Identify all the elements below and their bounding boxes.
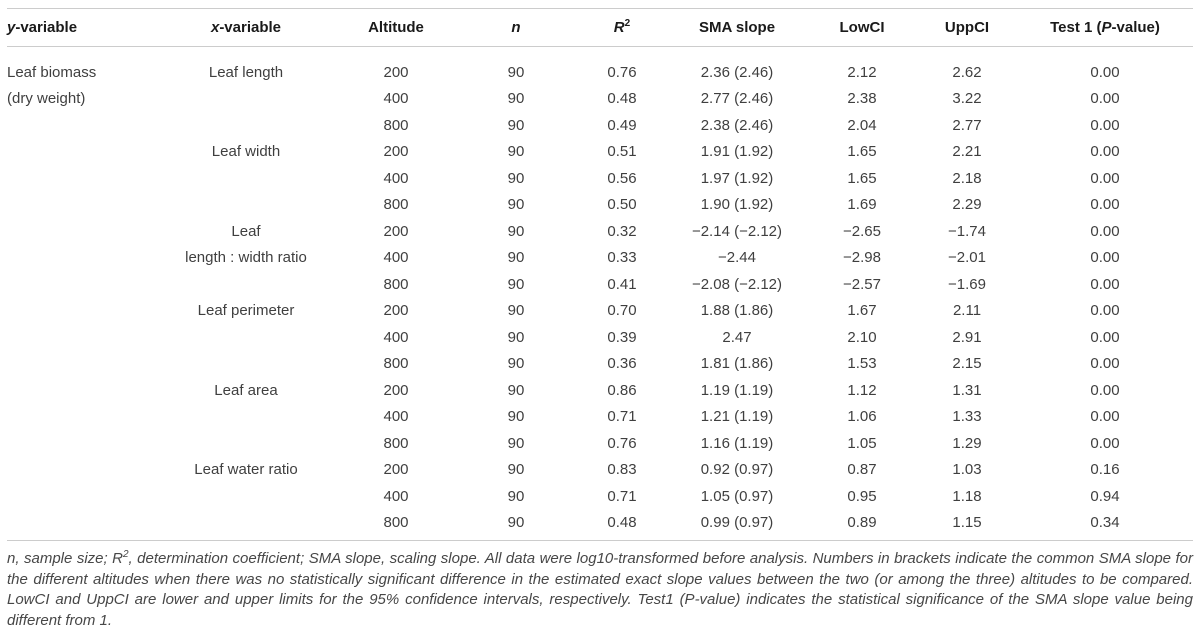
cell-sma-slope: 1.88 (1.86) (700, 302, 774, 320)
cell-y-variable (7, 351, 155, 378)
table-row (7, 271, 1193, 298)
cell-lowci: 2.38 (847, 90, 877, 108)
cell-lowci: −2.98 (843, 249, 881, 267)
cell-altitude: 800 (383, 196, 409, 214)
cell-uppci: −2.01 (948, 249, 986, 267)
cell-y-variable (7, 192, 155, 219)
cell-uppci: 1.29 (952, 434, 982, 452)
cell-uppci: 1.18 (952, 487, 982, 505)
cell-r2: 0.41 (607, 275, 637, 293)
cell-y-variable (7, 298, 155, 325)
cell-sma-slope: 1.91 (1.92) (700, 143, 774, 161)
table-row (7, 457, 1193, 484)
cell-test1: 0.00 (1090, 222, 1120, 240)
cell-r2: 0.50 (607, 196, 637, 214)
cell-n: 90 (507, 222, 525, 240)
cell-uppci: 2.91 (952, 328, 982, 346)
cell-test1: 0.00 (1090, 116, 1120, 134)
cell-test1: 0.16 (1090, 461, 1120, 479)
cell-r2: 0.76 (607, 63, 637, 81)
cell-lowci: 2.04 (847, 116, 877, 134)
cell-n: 90 (507, 434, 525, 452)
table-row (7, 483, 1193, 510)
cell-sma-slope: 1.05 (0.97) (700, 487, 774, 505)
cell-altitude: 400 (383, 249, 409, 267)
footnote-r2-superscript: 2 (122, 549, 129, 560)
cell-n: 90 (507, 328, 525, 346)
header-row (7, 9, 1193, 47)
cell-y-variable (7, 139, 155, 166)
cell-x-variable (155, 192, 337, 219)
col-header-test1 (1017, 9, 1193, 47)
col-header-n (455, 9, 577, 47)
table-row (7, 298, 1193, 325)
r2-base: R (613, 19, 625, 36)
cell-sma-slope: 1.16 (1.19) (700, 434, 774, 452)
cell-lowci: 2.12 (847, 63, 877, 81)
cell-y-variable: Leaf biomass (7, 63, 97, 81)
cell-r2: 0.48 (607, 90, 637, 108)
cell-lowci: 0.95 (847, 487, 877, 505)
cell-n: 90 (507, 116, 525, 134)
cell-test1: 0.00 (1090, 90, 1120, 108)
cell-n: 90 (507, 302, 525, 320)
table-row (7, 139, 1193, 166)
test1-pre: Test 1 ( (1050, 19, 1102, 36)
cell-uppci: −1.74 (948, 222, 986, 240)
col-header-uppci: UppCI (917, 9, 1017, 47)
cell-y-variable (7, 271, 155, 298)
cell-altitude: 800 (383, 116, 409, 134)
cell-uppci: 2.62 (952, 63, 982, 81)
cell-altitude: 400 (383, 487, 409, 505)
col-header-r2 (577, 9, 667, 47)
cell-x-variable: Leaf (231, 222, 261, 240)
cell-test1: 0.34 (1090, 514, 1120, 532)
x-variable-italic: x (210, 19, 220, 36)
cell-lowci: −2.65 (843, 222, 881, 240)
cell-test1: 0.00 (1090, 302, 1120, 320)
cell-sma-slope: 0.99 (0.97) (700, 514, 774, 532)
cell-n: 90 (507, 381, 525, 399)
cell-uppci: 1.31 (952, 381, 982, 399)
cell-n: 90 (507, 249, 525, 267)
cell-sma-slope: −2.08 (−2.12) (691, 275, 783, 293)
cell-altitude: 400 (383, 328, 409, 346)
footnote-text-start: n, sample size; R (7, 550, 123, 567)
cell-r2: 0.76 (607, 434, 637, 452)
table-row (7, 324, 1193, 351)
cell-x-variable (155, 86, 337, 113)
cell-x-variable (155, 271, 337, 298)
cell-y-variable: (dry weight) (7, 90, 86, 108)
table-row (7, 218, 1193, 245)
cell-y-variable (7, 483, 155, 510)
cell-altitude: 200 (383, 302, 409, 320)
cell-x-variable (155, 404, 337, 431)
table-header (7, 9, 1193, 47)
cell-n: 90 (507, 355, 525, 373)
cell-y-variable (7, 510, 155, 541)
cell-n: 90 (507, 143, 525, 161)
cell-n: 90 (507, 63, 525, 81)
cell-y-variable (7, 430, 155, 457)
cell-lowci: 1.65 (847, 143, 877, 161)
table-row (7, 86, 1193, 113)
cell-altitude: 800 (383, 514, 409, 532)
cell-test1: 0.00 (1090, 434, 1120, 452)
cell-test1: 0.00 (1090, 275, 1120, 293)
cell-r2: 0.49 (607, 116, 637, 134)
cell-test1: 0.94 (1090, 487, 1120, 505)
cell-uppci: 1.33 (952, 408, 982, 426)
cell-r2: 0.83 (607, 461, 637, 479)
cell-sma-slope: −2.44 (718, 249, 756, 267)
cell-altitude: 400 (383, 408, 409, 426)
cell-test1: 0.00 (1090, 381, 1120, 399)
cell-sma-slope: 2.47 (722, 328, 752, 346)
cell-r2: 0.70 (607, 302, 637, 320)
cell-uppci: 1.15 (952, 514, 982, 532)
cell-x-variable: length : width ratio (185, 249, 307, 267)
col-header-sma-slope: SMA slope (667, 9, 807, 47)
col-header-y-variable (7, 9, 155, 47)
results-table (7, 8, 1193, 541)
cell-x-variable (155, 430, 337, 457)
cell-uppci: 2.15 (952, 355, 982, 373)
cell-r2: 0.71 (607, 487, 637, 505)
cell-lowci: 0.89 (847, 514, 877, 532)
cell-test1: 0.00 (1090, 328, 1120, 346)
table-row (7, 404, 1193, 431)
cell-x-variable (155, 324, 337, 351)
cell-x-variable: Leaf length (208, 63, 284, 81)
cell-r2: 0.51 (607, 143, 637, 161)
cell-r2: 0.33 (607, 249, 637, 267)
cell-n: 90 (507, 275, 525, 293)
cell-sma-slope: 1.21 (1.19) (700, 408, 774, 426)
col-header-altitude: Altitude (337, 9, 455, 47)
table-row (7, 192, 1193, 219)
cell-lowci: −2.57 (843, 275, 881, 293)
cell-y-variable (7, 324, 155, 351)
cell-test1: 0.00 (1090, 143, 1120, 161)
cell-test1: 0.00 (1090, 355, 1120, 373)
cell-y-variable (7, 165, 155, 192)
col-header-x-variable (155, 9, 337, 47)
cell-y-variable (7, 112, 155, 139)
table-row (7, 377, 1193, 404)
cell-altitude: 200 (383, 381, 409, 399)
cell-altitude: 800 (383, 434, 409, 452)
cell-y-variable (7, 377, 155, 404)
cell-uppci: 3.22 (952, 90, 982, 108)
cell-uppci: −1.69 (948, 275, 986, 293)
r2-superscript: 2 (624, 18, 631, 29)
cell-r2: 0.48 (607, 514, 637, 532)
cell-sma-slope: 2.77 (2.46) (700, 90, 774, 108)
cell-altitude: 200 (383, 461, 409, 479)
table-row (7, 245, 1193, 272)
cell-x-variable (155, 165, 337, 192)
cell-x-variable (155, 112, 337, 139)
cell-n: 90 (507, 408, 525, 426)
cell-altitude: 200 (383, 222, 409, 240)
footnote-text-end: , determination coefficient; SMA slope, scaling slope. All data were log10-transformed before analysis. Numbers in brackets indicate the common SMA slope for the different altitudes when there was no statistically significant difference in the estimated exact slope values between the two (or among the three) altitudes to be compared. LowCI and UppCI are lower and upper limits for the 95% confidence intervals, respectively. Test1 (P-value) indicates the statistical significance of the SMA slope value being different from 1. (7, 550, 1193, 629)
col-header-lowci: LowCI (807, 9, 917, 47)
cell-n: 90 (507, 461, 525, 479)
cell-sma-slope: −2.14 (−2.12) (691, 222, 783, 240)
cell-sma-slope: 1.19 (1.19) (700, 381, 774, 399)
cell-lowci: 1.69 (847, 196, 877, 214)
cell-test1: 0.00 (1090, 63, 1120, 81)
cell-lowci: 1.53 (847, 355, 877, 373)
cell-lowci: 0.87 (847, 461, 877, 479)
cell-x-variable (155, 483, 337, 510)
cell-y-variable (7, 404, 155, 431)
cell-altitude: 800 (383, 275, 409, 293)
cell-sma-slope: 1.90 (1.92) (700, 196, 774, 214)
table-row (7, 351, 1193, 378)
n-italic: n (511, 19, 521, 36)
cell-sma-slope: 2.36 (2.46) (700, 63, 774, 81)
cell-altitude: 400 (383, 169, 409, 187)
cell-uppci: 2.11 (952, 302, 982, 320)
test1-p-italic: P (1101, 19, 1112, 36)
cell-altitude: 800 (383, 355, 409, 373)
cell-lowci: 1.06 (847, 408, 877, 426)
cell-sma-slope: 0.92 (0.97) (700, 461, 774, 479)
cell-sma-slope: 2.38 (2.46) (700, 116, 774, 134)
cell-r2: 0.56 (607, 169, 637, 187)
cell-test1: 0.00 (1090, 196, 1120, 214)
cell-n: 90 (507, 90, 525, 108)
cell-y-variable (7, 457, 155, 484)
table-body (7, 47, 1193, 541)
cell-lowci: 1.65 (847, 169, 877, 187)
test1-rest: -value) (1111, 19, 1160, 36)
cell-sma-slope: 1.97 (1.92) (700, 169, 774, 187)
table-row (7, 112, 1193, 139)
cell-uppci: 2.29 (952, 196, 982, 214)
cell-x-variable: Leaf perimeter (197, 302, 295, 320)
table-row (7, 430, 1193, 457)
cell-r2: 0.32 (607, 222, 637, 240)
cell-lowci: 1.67 (847, 302, 877, 320)
cell-r2: 0.86 (607, 381, 637, 399)
cell-x-variable: Leaf area (214, 381, 278, 399)
table-row (7, 47, 1193, 86)
cell-x-variable (155, 510, 337, 541)
cell-x-variable: Leaf water ratio (194, 461, 298, 479)
cell-uppci: 1.03 (952, 461, 982, 479)
cell-y-variable (7, 245, 155, 272)
cell-uppci: 2.21 (952, 143, 982, 161)
cell-r2: 0.36 (607, 355, 637, 373)
cell-n: 90 (507, 487, 525, 505)
x-variable-rest: -variable (219, 19, 282, 36)
cell-sma-slope: 1.81 (1.86) (700, 355, 774, 373)
cell-altitude: 200 (383, 143, 409, 161)
cell-lowci: 2.10 (847, 328, 877, 346)
cell-n: 90 (507, 169, 525, 187)
cell-x-variable: Leaf width (211, 143, 281, 161)
y-variable-rest: -variable (15, 19, 78, 36)
cell-x-variable (155, 351, 337, 378)
cell-test1: 0.00 (1090, 408, 1120, 426)
cell-test1: 0.00 (1090, 249, 1120, 267)
table-row (7, 510, 1193, 541)
cell-y-variable (7, 218, 155, 245)
cell-altitude: 400 (383, 90, 409, 108)
cell-lowci: 1.05 (847, 434, 877, 452)
table-row (7, 165, 1193, 192)
cell-n: 90 (507, 514, 525, 532)
table-footnote (7, 541, 1193, 637)
cell-r2: 0.71 (607, 408, 637, 426)
cell-uppci: 2.18 (952, 169, 982, 187)
cell-r2: 0.39 (607, 328, 637, 346)
cell-uppci: 2.77 (952, 116, 982, 134)
y-variable-italic: y (7, 19, 16, 36)
cell-n: 90 (507, 196, 525, 214)
cell-lowci: 1.12 (847, 381, 877, 399)
cell-test1: 0.00 (1090, 169, 1120, 187)
cell-altitude: 200 (383, 63, 409, 81)
